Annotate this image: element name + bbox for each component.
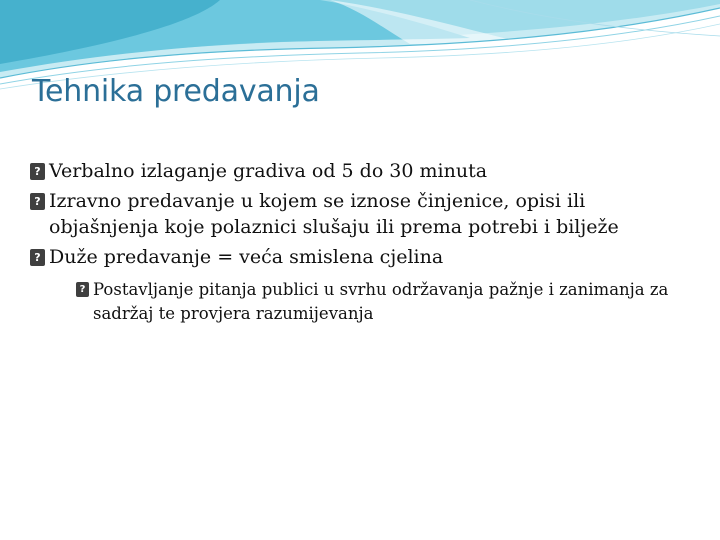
bullet-item	[30, 244, 690, 270]
bullet-text: Izravno predavanje u kojem se iznose činjenice, opisi ili objašnjenja koje polaznici slušaju ili prema potrebi i bilježe	[49, 190, 619, 238]
bullet-list	[30, 158, 690, 326]
bullet-text: Verbalno izlaganje gradiva od 5 do 30 minuta	[49, 160, 488, 182]
slide-title: Tehnika predavanja	[32, 74, 320, 109]
bullet-marker-icon: ?	[30, 163, 45, 180]
bullet-marker-icon: ?	[30, 193, 45, 210]
bullet-text: Duže predavanje = veća smislena cjelina	[49, 246, 444, 268]
bullet-marker-icon: ?	[30, 249, 45, 266]
sub-bullet-marker-icon: ?	[76, 282, 89, 297]
bullet-item	[30, 188, 690, 240]
sub-bullet-item	[76, 278, 690, 326]
sub-bullet-text: Postavljanje pitanja publici u svrhu održavanja pažnje i zanimanja za sadržaj te provjera razumijevanja	[93, 280, 669, 323]
bullet-item	[30, 158, 690, 184]
